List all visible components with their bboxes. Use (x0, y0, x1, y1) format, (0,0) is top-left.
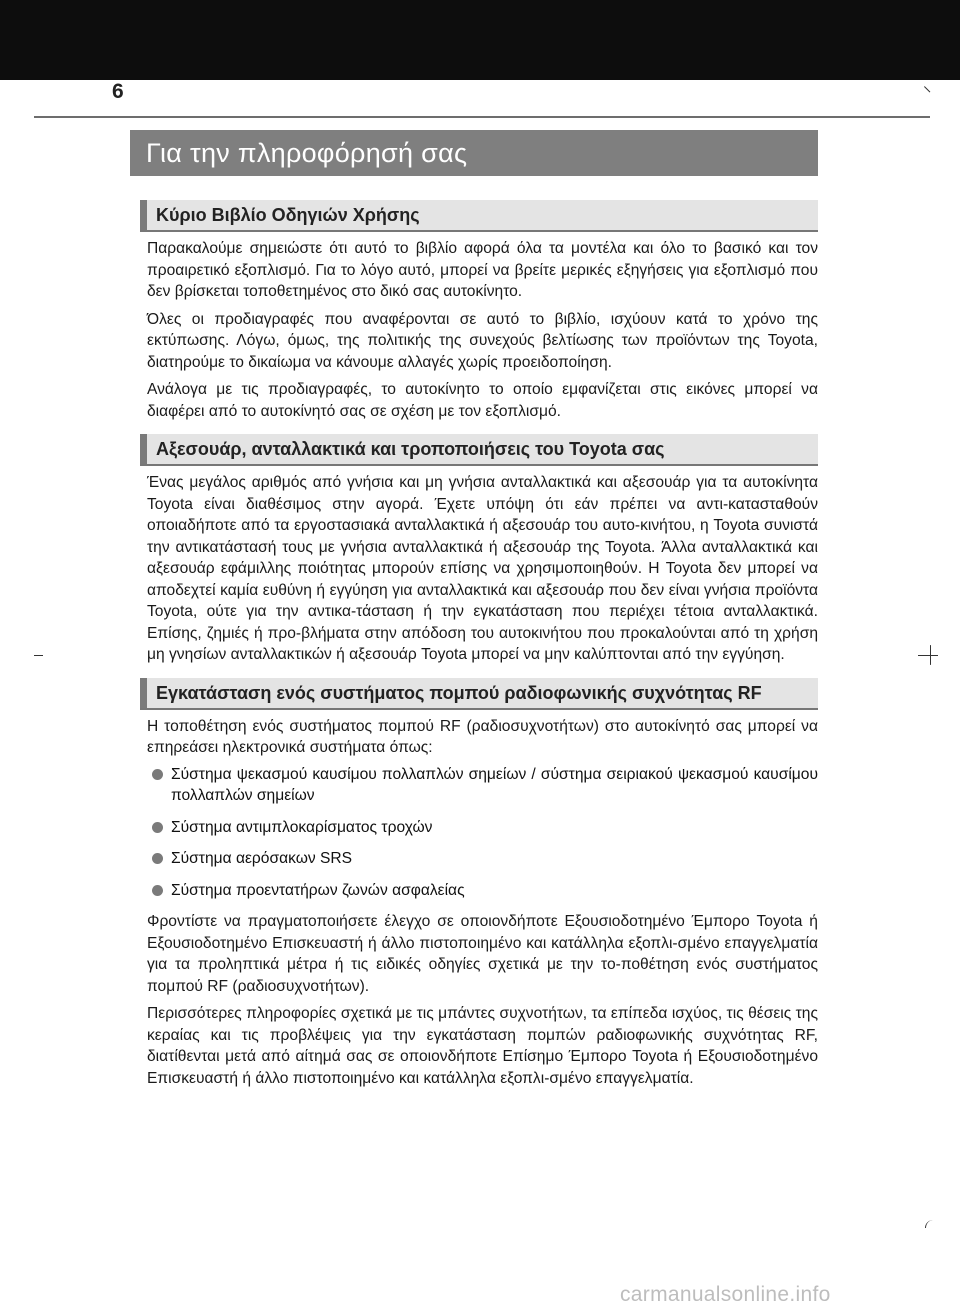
bullet-dot-icon (152, 769, 163, 780)
list-item: Σύστημα αερόσακων SRS (147, 848, 818, 870)
bullet-dot-icon (152, 885, 163, 896)
bullet-dot-icon (152, 822, 163, 833)
paragraph: Φροντίστε να πραγματοποιήσετε έλεγχο σε οποιονδήποτε Εξουσιοδοτημένο Έμπορο Toyota ή Εξουσιοδοτημένο Επισκευαστή ή άλλο πιστοποιημένο και κατάλληλα εξοπλι-σμένο επαγγελματία για τα προληπτικά μέτρα ή τις ειδικές οδηγίες σχετικά με την το-ποθέτηση ενός συστήματος πομπού RF (ραδιοσυχνοτήτων). (147, 913, 818, 995)
section-heading-rf-transmitter: Εγκατάσταση ενός συστήματος πομπού ραδιοφωνικής συχνότητας RF (140, 678, 818, 710)
section-heading-owners-manual: Κύριο Βιβλίο Οδηγιών Χρήσης (140, 200, 818, 232)
bullet-dot-icon (152, 853, 163, 864)
header-rule (34, 116, 930, 118)
paragraph: Ένας μεγάλος αριθμός από γνήσια και μη γνήσια ανταλλακτικά και αξεσουάρ για τα αυτοκίνητα Toyota είναι διαθέσιμος στην αγορά. Έχετε υπόψη ότι εάν πρέπει να αντι-κατασταθούν οποιαδήποτε από τα εργοστασιακά ανταλλακτικά ή αξεσουάρ του αυτο-κινήτου, η Toyota συνιστά την αντικατάστασή τους με γνήσια ανταλλακτικά ή αξεσουάρ της Toyota. Άλλα ανταλλακτικά και αξεσουάρ εφάμιλλης ποιότητας μπορούν επίσης να χρησιμοποιηθούν. Η Toyota δεν μπορεί να αποδεχτεί καμία ευθύνη ή εγγύηση για ανταλλακτικά και αξεσουάρ που δεν είναι γνήσια προϊόντα Toyota, ούτε για την αντικα-τάσταση ή την εγκατάσταση που περιέχει τέτοια ανταλλακτικά. Επίσης, ζημιές ή προ-βλήματα στην απόδοση του αυτοκινήτου που προκαλούνται από τη χρήση μη γνησίων ανταλλακτικών ή αξεσουάρ Toyota μπορεί να μην καλύπτονται από την εγγύηση. (147, 474, 818, 663)
list-item: Σύστημα προεντατήρων ζωνών ασφαλείας (147, 880, 818, 902)
page-content (140, 190, 818, 1094)
bullet-list (147, 764, 818, 902)
section-body-accessories (140, 472, 818, 666)
paragraph: Όλες οι προδιαγραφές που αναφέρονται σε αυτό το βιβλίο, ισχύουν κατά το χρόνο της εκτύπωσης. Λόγω, όμως, της πολιτικής της συνεχούς βελτίωσης των προϊόντων της Toyota, διατηρούμε το δικαίωμα να κάνουμε αλλαγές χωρίς προειδοποίηση. (147, 310, 818, 371)
registration-mark-right-vertical (930, 645, 931, 665)
paragraph: Ανάλογα με τις προδιαγραφές, το αυτοκίνητο το οποίο εμφανίζεται στις εικόνες μπορεί να διαφέρει από το αυτοκίνητό σας σε σχέση με τον εξοπλισμό. (147, 381, 818, 420)
section-heading-accessories: Αξεσουάρ, ανταλλακτικά και τροποποιήσεις του Toyota σας (140, 434, 818, 466)
crop-mark-top-right (924, 80, 936, 92)
top-black-bar (0, 0, 960, 80)
registration-mark-right (918, 655, 938, 656)
paragraph: Παρακαλούμε σημειώστε ότι αυτό το βιβλίο αφορά όλα τα μοντέλα και όλο το βασικό και τον προαιρετικό εξοπλισμό. Για το λόγο αυτό, μπορεί να βρείτε μερικές εξηγήσεις για εξοπλισμό που δεν βρίσκεται τοποθετημένος στο δικό σας αυτοκίνητο. (147, 240, 818, 300)
crop-mark-bottom-right (925, 1220, 934, 1228)
paragraph: Περισσότερες πληροφορίες σχετικά με τις μπάντες συχνοτήτων, τα επίπεδα ισχύος, τις θέσεις της κεραίας και τις προβλέψεις για την εγκατάσταση πομπών ραδιοφωνικής συχνότητας RF, διατίθενται μετά από αίτημά σας σε οποιονδήποτε Επίσημο Έμπορο Toyota ή Εξουσιοδοτημένο Επισκευαστή ή άλλο πιστοποιημένο και κατάλληλα εξοπλι-σμένο επαγγελματία. (147, 1005, 818, 1087)
page-number: 6 (112, 80, 124, 103)
list-item: Σύστημα ψεκασμού καυσίμου πολλαπλών σημείων / σύστημα σειριακού ψεκασμού καυσίμου πολλαπλών σημείων (147, 764, 818, 807)
list-item: Σύστημα αντιμπλοκαρίσματος τροχών (147, 817, 818, 839)
page-title: Για την πληροφόρησή σας (130, 130, 818, 176)
watermark: carmanualsonline.info (620, 1283, 831, 1306)
section-body-owners-manual (140, 238, 818, 422)
section-body-rf-transmitter (140, 716, 818, 1090)
registration-mark-left (34, 655, 43, 656)
paragraph-intro: Η τοποθέτηση ενός συστήματος πομπού RF (ραδιοσυχνοτήτων) στο αυτοκίνητό σας μπορεί να επηρεάσει ηλεκτρονικά συστήματα όπως: (147, 717, 818, 756)
